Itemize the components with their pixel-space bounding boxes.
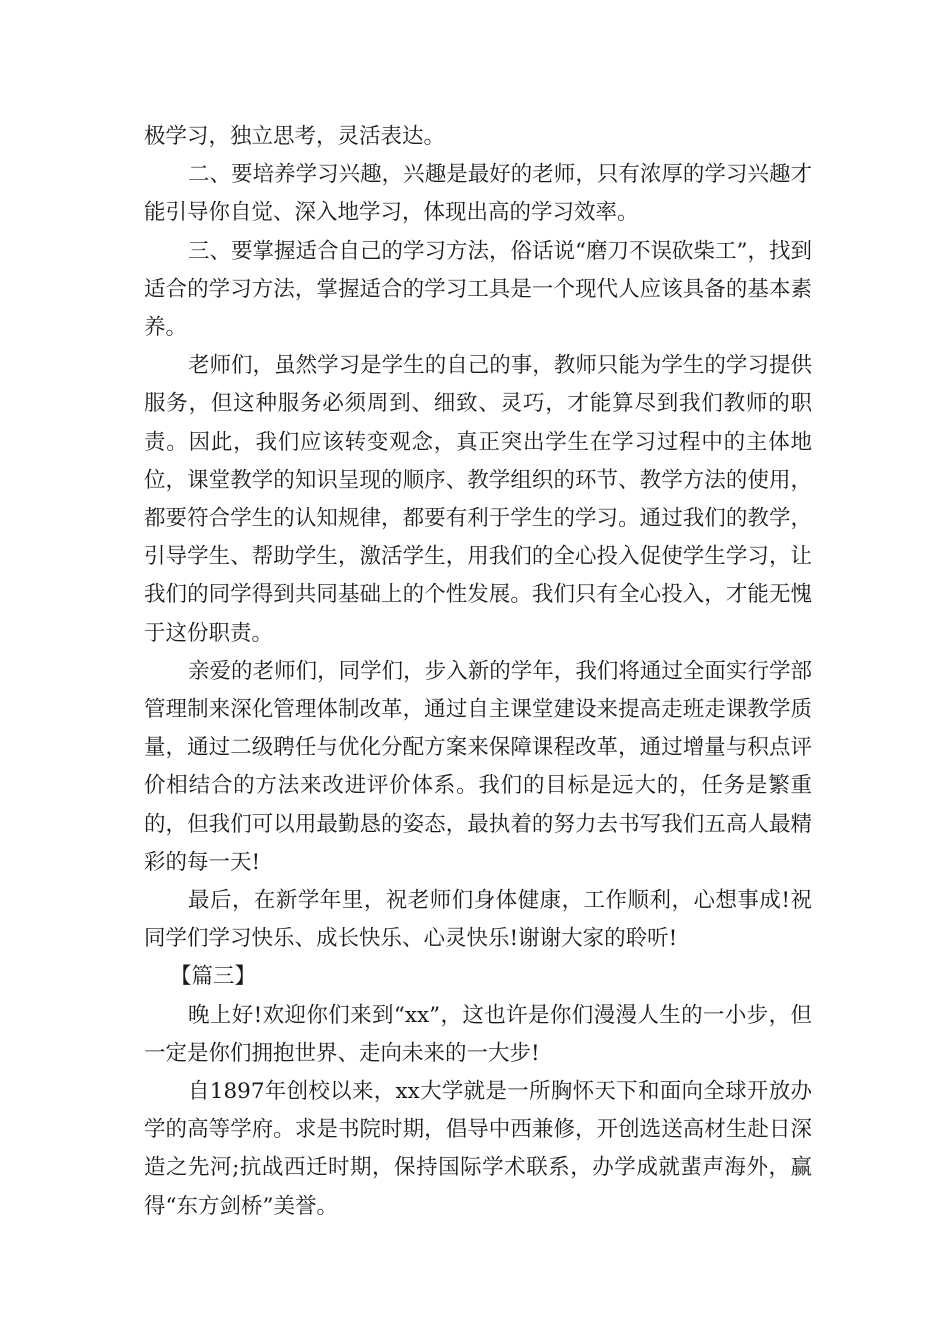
document-page <box>144 118 812 1226</box>
paragraph-continuation: 极学习，独立思考，灵活表达。 <box>144 124 446 149</box>
paragraph-teachers: 老师们，虽然学习是学生的自己的事，教师只能为学生的学习提供服务，但这种服务必须周到、细致、灵巧，才能算尽到我们教师的职责。因此，我们应该转变观念，真正突出学生在学习过程中的主体地位，课堂教学的知识呈现的顺序、教学组织的环节、教学方法的使用，都要符合学生的认知规律，都要有利于学生的学习。通过我们的教学，引导学生、帮助学生，激活学生，用我们的全心投入促使学生学习，让我们的同学得到共同基础上的个性发展。我们只有全心投入，才能无愧于这份职责。 <box>144 353 812 646</box>
paragraph-new-year: 亲爱的老师们，同学们，步入新的学年，我们将通过全面实行学部管理制来深化管理体制改革，通过自主课堂建设来提高走班走课教学质量，通过二级聘任与优化分配方案来保障课程改革，通过增量与积点评价相结合的方法来改进评价体系。我们的目标是远大的，任务是繁重的，但我们可以用最勤恳的姿态，最执着的努力去书写我们五高人最精彩的每一天! <box>144 658 812 875</box>
paragraph-interest: 二、要培养学习兴趣，兴趣是最好的老师，只有浓厚的学习兴趣才能引导你自觉、深入地学习，体现出高的学习效率。 <box>144 162 812 226</box>
section-heading: 【篇三】 <box>170 964 257 990</box>
paragraph-welcome: 晚上好!欢迎你们来到“xx”，这也许是你们漫漫人生的一小步，但一定是你们拥抱世界、走向未来的一大步! <box>144 1002 812 1066</box>
paragraph-history: 自1897年创校以来，xx大学就是一所胸怀天下和面向全球开放办学的高等学府。求是书院时期，倡导中西兼修，开创选送高材生赴日深造之先河;抗战西迁时期，保持国际学术联系，办学成就蜚声海外，赢得“东方剑桥”美誉。 <box>144 1079 812 1219</box>
paragraph-method: 三、要掌握适合自己的学习方法，俗话说“磨刀不误砍柴工”，找到适合的学习方法，掌握适合的学习工具是一个现代人应该具备的基本素养。 <box>144 238 812 341</box>
paragraph-closing: 最后，在新学年里，祝老师们身体健康，工作顺利，心想事成!祝同学们学习快乐、成长快乐、心灵快乐!谢谢大家的聆听! <box>144 888 812 952</box>
